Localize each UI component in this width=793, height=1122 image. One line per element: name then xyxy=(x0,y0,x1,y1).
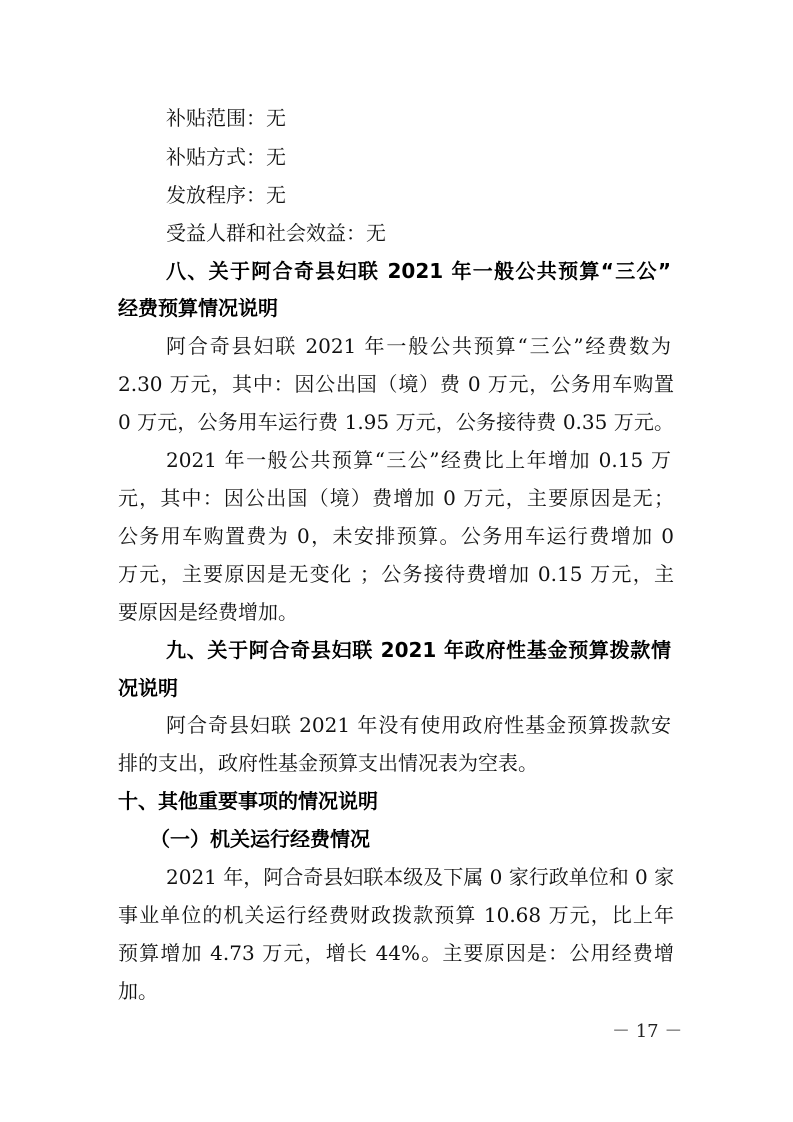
section-9-heading-line-1: 九、关于阿合奇县妇联 2021 年政府性基金预算拨款情 xyxy=(166,638,671,662)
section-9-heading-line-2: 况说明 xyxy=(118,676,178,700)
paragraph-line: 元，其中：因公出国（境）费增加 0 万元，主要原因是无； xyxy=(118,486,674,510)
paragraph-line: 排的支出，政府性基金预算支出情况表为空表。 xyxy=(118,751,538,775)
paragraph-line: 2.30 万元，其中：因公出国（境）费 0 万元，公务用车购置 xyxy=(118,372,674,396)
paragraph-line: 2021 年，阿合奇县妇联本级及下属 0 家行政单位和 0 家 xyxy=(166,865,675,889)
subsection-1-heading: （一）机关运行经费情况 xyxy=(150,827,370,851)
paragraph-line: 阿合奇县妇联 2021 年没有使用政府性基金预算拨款安 xyxy=(166,713,671,737)
section-8-heading-line-2: 经费预算情况说明 xyxy=(118,296,278,320)
paragraph-line: 0 万元，公务用车运行费 1.95 万元，公务接待费 0.35 万元。 xyxy=(118,410,674,434)
beneficiaries-line: 受益人群和社会效益：无 xyxy=(166,221,386,245)
section-8-heading-line-1: 八、关于阿合奇县妇联 2021 年一般公共预算“三公” xyxy=(166,259,671,283)
subsidy-scope-line: 补贴范围：无 xyxy=(166,106,286,130)
paragraph-line: 2021 年一般公共预算“三公”经费比上年增加 0.15 万 xyxy=(166,448,671,472)
paragraph-line: 公务用车购置费为 0，未安排预算。公务用车运行费增加 0 xyxy=(118,524,674,548)
paragraph-line: 事业单位的机关运行经费财政拨款预算 10.68 万元，比上年 xyxy=(118,903,674,927)
subsidy-method-line: 补贴方式：无 xyxy=(166,145,286,169)
section-10-heading: 十、其他重要事项的情况说明 xyxy=(118,789,378,813)
paragraph-line: 要原因是经费增加。 xyxy=(118,600,298,624)
page-number: － 17 － xyxy=(612,1021,683,1042)
paragraph-line: 阿合奇县妇联 2021 年一般公共预算“三公”经费数为 xyxy=(166,334,671,358)
paragraph-line: 加。 xyxy=(118,979,158,1003)
distribution-procedure-line: 发放程序：无 xyxy=(166,183,286,207)
paragraph-line: 预算增加 4.73 万元，增长 44%。主要原因是：公用经费增 xyxy=(118,941,674,965)
paragraph-line: 万元，主要原因是无变化 ；公务接待费增加 0.15 万元，主 xyxy=(118,562,674,586)
